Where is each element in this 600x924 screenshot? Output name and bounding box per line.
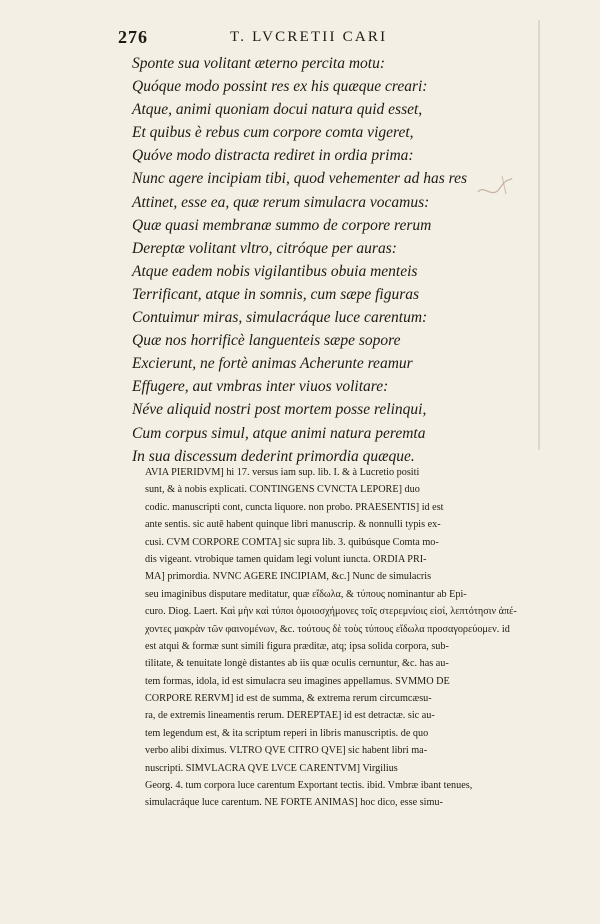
commentary-line: ante sentis. sic autē habent quinque libri manuscrip. & nonnulli typis ex- bbox=[145, 519, 441, 531]
page-number: 276 bbox=[118, 27, 148, 47]
verse-line: Atque, animi quoniam docui natura quid esset, bbox=[132, 101, 423, 119]
commentary-line: simulacráque luce carentum. NE FORTE ANIMAS] hoc dico, esse simu- bbox=[145, 797, 443, 809]
commentary-line: dis vigeant. vtrobique tamen quidam legi volunt iuncta. ORDIA PRI- bbox=[145, 553, 427, 565]
commentary-line: tilitate, & tenuitate longè distantes ab iis quæ oculis cernuntur, &c. has au- bbox=[145, 658, 449, 670]
verse-line: Néve aliquid nostri post mortem posse relinqui, bbox=[132, 401, 427, 419]
commentary-line: curo. Diog. Laert. Καὶ μὴν καὶ τύποι ὁμοιοσχήμονες τοῖς στερεμνίοις εἰσί, λεπτότησιν ἀπέ- bbox=[145, 606, 517, 618]
running-title: T. LVCRETII CARI bbox=[230, 29, 388, 45]
commentary-line: tem legendum est, & ita scriptum reperi in libris manuscriptis. de quo bbox=[145, 727, 429, 739]
commentary-line: cusi. CVM CORPORE COMTA] sic supra lib. 3. quibúsque Comta mo- bbox=[145, 536, 439, 548]
verse-line: Sponte sua volitant æterno percita motu: bbox=[132, 55, 385, 72]
verse-block bbox=[132, 52, 492, 468]
commentary-line: ra, de extremis lineamentis rerum. DEREPTAE] id est detractæ. sic au- bbox=[145, 710, 435, 722]
verse-line: Dereptæ volitant vltro, citróque per auras: bbox=[132, 239, 397, 257]
commentary-line: χοντες μακρὰν τῶν φαινομένων, &c. τούτους δὲ τοὺς τύπους εἴδωλα προσαγορεύομεν. id bbox=[145, 623, 510, 635]
commentary-line: AVIA PIERIDVM] hi 17. versus iam sup. lib. I. & à Lucretio positi bbox=[145, 467, 420, 478]
verse-line: Nunc agere incipiam tibi, quod vehementer ad has res bbox=[132, 170, 468, 188]
commentary-line: MA] primordia. NVNC AGERE INCIPIAM, &c.] Nunc de simulacris bbox=[145, 571, 432, 583]
verse-line: Effugere, aut vmbras inter viuos volitare: bbox=[132, 378, 389, 396]
verse-line: Excierunt, ne fortè animas Acherunte reamur bbox=[132, 355, 413, 373]
commentary-line: Georg. 4. tum corpora luce carentum Exportant tectis. ibid. Vmbræ ibant tenues, bbox=[145, 780, 473, 792]
verse-line: Quæ nos horrificè languenteis sæpe sopore bbox=[132, 332, 401, 350]
verse-line: Terrificant, atque in somnis, cum sæpe figuras bbox=[132, 285, 420, 303]
commentary-line: CORPORE RERVM] id est de summa, & extrema rerum circumcæsu- bbox=[145, 693, 432, 705]
commentary-line: verbo alibi diximus. VLTRO QVE CITRO QVE] sic habent libri ma- bbox=[145, 745, 428, 757]
marginal-ink-mark bbox=[472, 170, 516, 210]
verse-line: Quæ quasi membranæ summo de corpore rerum bbox=[132, 216, 432, 234]
verse-line: In sua discessum dederint primordia quæque. bbox=[132, 447, 415, 465]
commentary-line: sunt, & à nobis explicati. CONTINGENS CVNCTA LEPORE] duo bbox=[145, 484, 420, 496]
page-header bbox=[118, 27, 468, 53]
verse-line: Quóve modo distracta rediret in ordia prima: bbox=[132, 147, 414, 165]
commentary-line: nuscripti. SIMVLACRA QVE LVCE CARENTVM] Virgilius bbox=[145, 762, 398, 774]
verse-line: Contuimur miras, simulacráque luce carentum: bbox=[132, 309, 428, 327]
commentary-line: tem formas, idola, id est simulacra seu imagines appellamus. SVMMO DE bbox=[145, 675, 450, 687]
verse-line: Atque eadem nobis vigilantibus obuia menteis bbox=[132, 262, 418, 280]
verse-line: Attinet, esse ea, quæ rerum simulacra vocamus: bbox=[132, 193, 430, 211]
commentary-block bbox=[145, 464, 517, 812]
verse-line: Quóque modo possint res ex his quæque creari: bbox=[132, 78, 428, 96]
verse-line: Cum corpus simul, atque animi natura peremta bbox=[132, 424, 426, 442]
commentary-line: seu imaginibus disputare meditatur, quæ εἴδωλα, & τύπους nominantur ab Epi- bbox=[145, 588, 467, 600]
commentary-line: codic. manuscripti cont, cuncta liquore. non probo. PRAESENTIS] id est bbox=[145, 501, 444, 513]
commentary-line: est atqui & formæ sunt simili figura præditæ, atq; ipsa solida corpora, sub- bbox=[145, 640, 449, 652]
verse-line: Et quibus è rebus cum corpore comta vigeret, bbox=[132, 124, 414, 142]
